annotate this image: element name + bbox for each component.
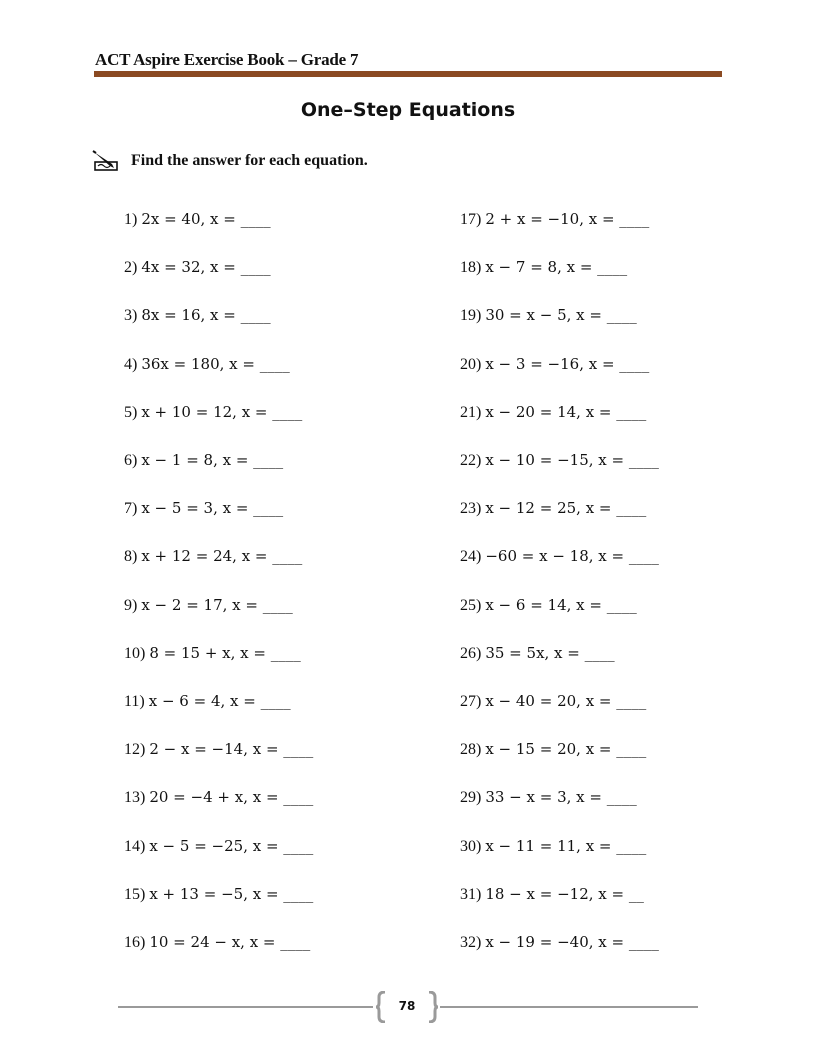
problem-item [124, 742, 313, 758]
problem-number: 19) [460, 307, 482, 325]
problem-number: 1) [124, 211, 138, 228]
problem-equation: x − 10 = −15, x = ____ [485, 451, 659, 469]
problem-item [460, 402, 647, 421]
page-title: One–Step Equations [300, 99, 516, 121]
problem-equation: 18 − x = −12, x = __ [485, 884, 644, 903]
pencil-writing-icon [92, 150, 122, 172]
problem-number: 30) [460, 837, 482, 855]
problem-item [460, 501, 646, 517]
problem-item [124, 308, 271, 324]
problem-equation: x + 13 = −5, x = ____ [149, 884, 314, 903]
problem-number: 7) [124, 500, 138, 518]
problem-number: 14) [124, 837, 146, 855]
problem-item [124, 836, 314, 855]
problem-equation: 36x = 180, x = ____ [141, 354, 290, 373]
instruction-text: Find the answer for each equation. [131, 152, 368, 169]
problem-item [460, 790, 637, 806]
problem-number: 22) [460, 452, 482, 469]
problem-item [460, 643, 615, 662]
problem-equation: x + 10 = 12, x = ____ [141, 402, 303, 421]
problem-item [124, 643, 301, 662]
problem-number: 8) [124, 548, 138, 566]
problem-equation: 4x = 32, x = ____ [141, 258, 271, 277]
problem-item [460, 354, 650, 373]
problem-equation: x + 12 = 24, x = ____ [141, 547, 303, 566]
problem-item [460, 595, 637, 614]
problem-item [460, 884, 644, 903]
problem-item [124, 884, 314, 903]
problem-number: 28) [460, 741, 482, 759]
problem-number: 15) [124, 885, 146, 903]
problem-number: 23) [460, 500, 482, 518]
problem-number: 26) [460, 644, 482, 662]
problem-equation: x − 12 = 25, x = ____ [485, 499, 647, 518]
problem-equation: x − 2 = 17, x = ____ [141, 595, 293, 614]
problem-equation: x − 5 = 3, x = ____ [141, 499, 284, 518]
page-number: 78 [398, 999, 416, 1013]
problem-item [460, 742, 646, 758]
instruction [92, 150, 368, 172]
problem-item [460, 694, 646, 710]
problem-number: 6) [124, 452, 138, 469]
header-rule [94, 71, 722, 77]
problem-item [460, 836, 647, 855]
problem-item [124, 501, 283, 517]
problem-equation: 20 = −4 + x, x = ____ [149, 788, 314, 807]
problem-equation: −60 = x − 18, x = ____ [485, 547, 659, 566]
problem-item [124, 354, 290, 373]
problem-item [124, 402, 303, 421]
problem-number: 12) [124, 741, 146, 759]
problem-number: 24) [460, 548, 482, 566]
problem-item [124, 453, 283, 469]
problem-item [124, 935, 310, 951]
problem-number: 2) [124, 259, 138, 277]
problem-equation: 2 − x = −14, x = ____ [149, 740, 314, 759]
problem-item [460, 935, 659, 951]
problem-number: 20) [460, 355, 482, 373]
problem-equation: x − 6 = 14, x = ____ [485, 595, 637, 614]
problem-number: 21) [460, 403, 482, 421]
problem-number: 25) [460, 596, 482, 614]
footer-rule-left [118, 1006, 373, 1008]
problem-equation: x − 5 = −25, x = ____ [149, 836, 314, 855]
problem-item [124, 260, 271, 276]
problem-equation: 8 = 15 + x, x = ____ [149, 643, 301, 662]
problem-item [460, 260, 627, 276]
problem-equation: x − 1 = 8, x = ____ [141, 451, 284, 469]
problem-number: 32) [460, 934, 482, 951]
problem-equation: 2x = 40, x = ____ [141, 210, 271, 228]
problem-item [124, 694, 291, 710]
problem-equation: x − 19 = −40, x = ____ [485, 933, 659, 951]
footer-rule-right [440, 1006, 698, 1008]
problem-number: 16) [124, 934, 146, 951]
problem-equation: 2 + x = −10, x = ____ [485, 210, 650, 228]
problem-equation: x − 3 = −16, x = ____ [485, 354, 650, 373]
problem-number: 18) [460, 259, 482, 277]
problem-item [460, 549, 659, 565]
problem-equation: x − 40 = 20, x = ____ [485, 692, 647, 710]
problem-equation: 8x = 16, x = ____ [141, 306, 271, 325]
header-title: ACT Aspire Exercise Book – Grade 7 [95, 50, 359, 69]
problem-number: 31) [460, 885, 482, 903]
problem-equation: 35 = 5x, x = ____ [485, 643, 615, 662]
problem-equation: x − 7 = 8, x = ____ [485, 258, 628, 277]
problem-number: 3) [124, 307, 138, 325]
problem-number: 10) [124, 644, 146, 662]
problem-number: 17) [460, 211, 482, 228]
problem-item [460, 212, 649, 228]
problem-item [460, 308, 637, 324]
problem-item [124, 549, 302, 565]
problem-number: 9) [124, 596, 138, 614]
problem-item [124, 790, 313, 806]
problem-equation: 33 − x = 3, x = ____ [485, 788, 637, 807]
page-number-box [376, 991, 438, 1023]
problem-number: 13) [124, 789, 146, 807]
problem-item [124, 212, 271, 228]
problem-number: 4) [124, 355, 138, 373]
problem-number: 29) [460, 789, 482, 807]
problem-number: 5) [124, 403, 138, 421]
problem-equation: x − 20 = 14, x = ____ [485, 402, 647, 421]
problem-number: 27) [460, 693, 482, 710]
problem-equation: 10 = 24 − x, x = ____ [149, 933, 311, 951]
problem-equation: x − 15 = 20, x = ____ [485, 740, 647, 759]
problem-item [460, 453, 659, 469]
problem-equation: 30 = x − 5, x = ____ [485, 306, 637, 325]
problem-item [124, 595, 293, 614]
problem-equation: x − 6 = 4, x = ____ [148, 692, 291, 710]
problem-number: 11) [124, 693, 145, 710]
problem-equation: x − 11 = 11, x = ____ [485, 836, 647, 855]
